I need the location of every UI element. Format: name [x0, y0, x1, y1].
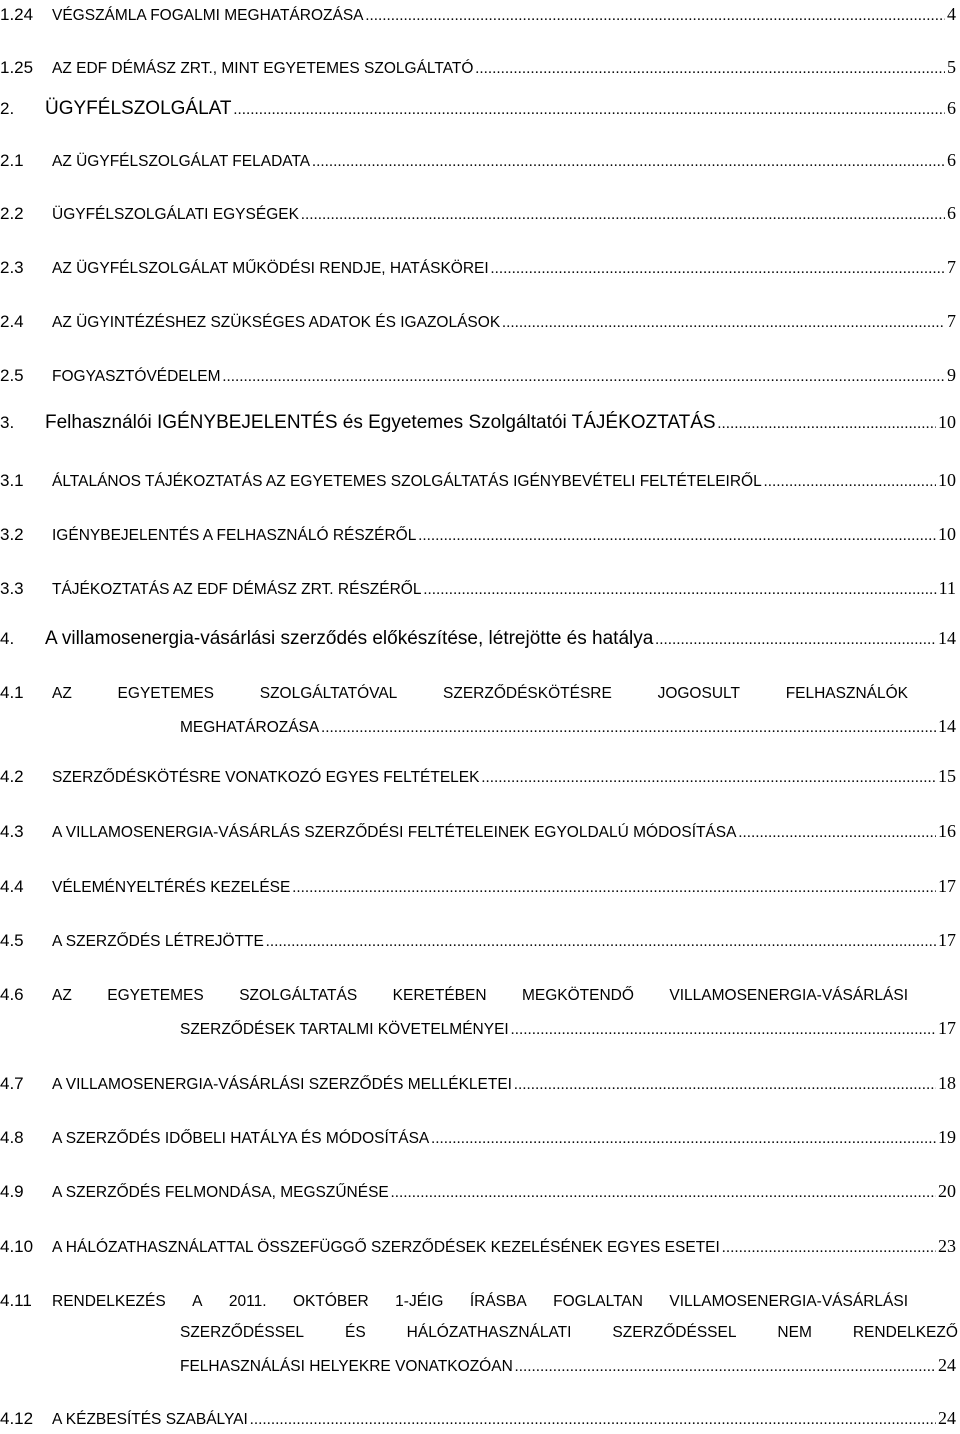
toc-entry-title: ÜGYFÉLSZOLGÁLAT — [45, 98, 232, 119]
dot-leader — [511, 1022, 936, 1039]
toc-entry-title: TÁJÉKOZTATÁS AZ EDF DÉMÁSZ ZRT. RÉSZÉRŐL — [52, 581, 422, 598]
dot-leader — [738, 825, 936, 842]
toc-entry-title: AZ ÜGYFÉLSZOLGÁLAT FELADATA — [52, 153, 311, 170]
dot-leader — [423, 582, 936, 599]
toc-entry-page: 7 — [947, 257, 956, 277]
toc-entry-line — [0, 365, 960, 386]
dot-leader — [266, 934, 936, 951]
toc-entry-number: 3.3 — [0, 579, 24, 598]
dot-leader — [475, 61, 945, 78]
toc-entry-number: 2.5 — [0, 366, 24, 385]
toc-entry-title: AZ EDF DÉMÁSZ ZRT., MINT EGYETEMES SZOLGÁLTATÓ — [52, 60, 474, 77]
toc-entry-title-continued: MEGHATÁROZÁSA — [180, 719, 320, 736]
toc-entry[interactable] — [0, 821, 960, 842]
toc-entry-title: SZERZŐDÉSKÖTÉSRE VONATKOZÓ EGYES FELTÉTELEK — [52, 769, 480, 786]
toc-entry[interactable] — [0, 257, 960, 278]
toc-entry[interactable] — [0, 876, 960, 897]
toc-entry-number: 4.5 — [0, 931, 24, 950]
toc-entry-number: 4.9 — [0, 1182, 24, 1201]
toc-entry-page: 24 — [938, 1355, 956, 1375]
dot-leader — [515, 1359, 936, 1376]
toc-entry-line — [0, 203, 960, 224]
toc-entry-number: 4.10 — [0, 1237, 34, 1256]
dot-leader — [514, 1077, 936, 1094]
toc-entry-page: 6 — [947, 150, 956, 170]
toc-entry-line — [0, 1408, 960, 1429]
toc-entry-number: 4.6 — [0, 985, 24, 1004]
toc-entry[interactable] — [0, 524, 960, 545]
toc-entry-line — [0, 578, 960, 599]
toc-entry-title: RENDELKEZÉS A 2011. OKTÓBER 1-JÉIG ÍRÁSBA FOGLALTAN VILLAMOSENERGIA-VÁSÁRLÁSI — [52, 1293, 908, 1310]
toc-entry-line — [0, 1181, 960, 1202]
toc-entry-number: 4.11 — [0, 1291, 32, 1310]
toc-entry-line — [0, 311, 960, 332]
toc-entry-title: VÉLEMÉNYELTÉRÉS KEZELÉSE — [52, 879, 291, 896]
toc-entry-title: A VILLAMOSENERGIA-VÁSÁRLÁS SZERZŐDÉSI FELTÉTELEINEK EGYOLDALÚ MÓDOSÍTÁSA — [52, 824, 737, 841]
toc-entry-line — [0, 1236, 960, 1257]
toc-entry-line — [0, 150, 960, 171]
toc-entry-title: A KÉZBESÍTÉS SZABÁLYAI — [52, 1411, 248, 1428]
toc-entry-title: AZ ÜGYFÉLSZOLGÁLAT MŰKÖDÉSI RENDJE, HATÁSKÖREI — [52, 260, 489, 277]
toc-entry-line — [0, 57, 960, 78]
toc-entry[interactable] — [0, 470, 960, 491]
toc-entry[interactable] — [0, 683, 960, 737]
toc-entry-number: 4.7 — [0, 1074, 24, 1093]
toc-entry-page: 11 — [938, 578, 956, 598]
toc-entry-number: 4.1 — [0, 683, 24, 702]
toc-entry-title: AZ EGYETEMES SZOLGÁLTATÁS KERETÉBEN MEGKÖTENDŐ VILLAMOSENERGIA-VÁSÁRLÁSI — [52, 987, 908, 1004]
toc-entry-line — [0, 716, 960, 737]
toc-entry-title: A SZERZŐDÉS LÉTREJÖTTE — [52, 933, 264, 950]
toc-entry-page: 9 — [947, 365, 956, 385]
toc-entry[interactable] — [0, 150, 960, 171]
toc-entry[interactable] — [0, 930, 960, 951]
toc-entry-line — [0, 1324, 960, 1342]
toc-entry-number: 2.3 — [0, 258, 24, 277]
toc-entry-number: 2.1 — [0, 151, 24, 170]
dot-leader — [366, 8, 946, 25]
toc-entry-line — [0, 683, 960, 703]
toc-entry-number: 4.4 — [0, 877, 24, 896]
toc-entry-line — [0, 930, 960, 951]
toc-entry-number: 3.1 — [0, 471, 24, 490]
dot-leader — [722, 1240, 936, 1257]
toc-entry-line — [0, 4, 960, 25]
toc-entry-number: 3. — [0, 413, 15, 432]
toc-entry-number: 2.4 — [0, 312, 24, 331]
toc-entry-line — [0, 1355, 960, 1376]
toc-entry[interactable] — [0, 311, 960, 332]
toc-entry-number: 4.8 — [0, 1128, 24, 1147]
toc-entry-title: FOGYASZTÓVÉDELEM — [52, 368, 221, 385]
dot-leader — [431, 1131, 936, 1148]
toc-entry[interactable] — [0, 1073, 960, 1094]
toc-entry-line — [0, 470, 960, 491]
toc-entry[interactable] — [0, 766, 960, 787]
toc-entry[interactable] — [0, 578, 960, 599]
toc-entry-page: 20 — [938, 1181, 956, 1201]
toc-entry-title: Felhasználói IGÉNYBEJELENTÉS és Egyetemes Szolgáltatói TÁJÉKOZTATÁS — [45, 412, 716, 433]
toc-entry-page: 6 — [947, 203, 956, 223]
toc-entry-number: 1.25 — [0, 58, 34, 77]
toc-entry-number: 1.24 — [0, 5, 34, 24]
toc-entry-title: A SZERZŐDÉS FELMONDÁSA, MEGSZŰNÉSE — [52, 1184, 389, 1201]
toc-entry-page: 14 — [938, 628, 956, 648]
toc-entry-page: 15 — [938, 766, 956, 786]
dot-leader — [655, 632, 936, 649]
dot-leader — [250, 1412, 936, 1429]
toc-entry-line — [0, 1291, 960, 1311]
toc-entry[interactable] — [0, 1181, 960, 1202]
toc-entry[interactable] — [0, 628, 960, 650]
toc-entry-title: A HÁLÓZATHASZNÁLATTAL ÖSSZEFÜGGŐ SZERZŐDÉSEK KEZELÉSÉNEK EGYES ESETEI — [52, 1239, 720, 1256]
toc-entry-line — [0, 1018, 960, 1039]
toc-entry-title: AZ ÜGYINTÉZÉSHEZ SZÜKSÉGES ADATOK ÉS IGAZOLÁSOK — [52, 314, 501, 331]
toc-entry-page: 17 — [938, 930, 956, 950]
dot-leader — [502, 315, 945, 332]
toc-entry-page: 17 — [938, 1018, 956, 1038]
toc-entry-title-continued: SZERZŐDÉSEK TARTALMI KÖVETELMÉNYEI — [180, 1021, 509, 1038]
toc-entry-page: 17 — [938, 876, 956, 896]
toc-entry-title: A VILLAMOSENERGIA-VÁSÁRLÁSI SZERZŐDÉS MELLÉKLETEI — [52, 1076, 512, 1093]
toc-entry-page: 4 — [947, 4, 956, 24]
toc-entry-line — [0, 821, 960, 842]
toc-entry[interactable] — [0, 1236, 960, 1257]
toc-entry-title: A SZERZŐDÉS IDŐBELI HATÁLYA ÉS MÓDOSÍTÁSA — [52, 1130, 430, 1147]
toc-entry-page: 5 — [947, 57, 956, 77]
toc-entry[interactable] — [0, 57, 960, 78]
toc-entry[interactable] — [0, 98, 960, 120]
dot-leader — [491, 261, 945, 278]
toc-entry-number: 4. — [0, 629, 15, 648]
toc-entry-line — [0, 985, 960, 1005]
dot-leader — [292, 880, 936, 897]
toc-entry-line — [0, 766, 960, 787]
toc-entry-title: AZ EGYETEMES SZOLGÁLTATÓVAL SZERZŐDÉSKÖTÉSRE JOGOSULT FELHASZNÁLÓK — [52, 685, 908, 702]
toc-entry-page: 14 — [938, 716, 956, 736]
toc-entry-line — [0, 876, 960, 897]
toc-entry-page: 6 — [947, 98, 956, 118]
toc-entry-number: 4.3 — [0, 822, 24, 841]
toc-entry-title-continued: SZERZŐDÉSSEL ÉS HÁLÓZATHASZNÁLATI SZERZŐDÉSSEL NEM RENDELKEZŐ — [180, 1324, 958, 1341]
toc-entry[interactable] — [0, 1127, 960, 1148]
toc-entry-page: 10 — [938, 412, 956, 432]
toc-entry[interactable] — [0, 1291, 960, 1376]
toc-entry-line — [0, 98, 960, 120]
toc-entry-title: ÜGYFÉLSZOLGÁLATI EGYSÉGEK — [52, 206, 299, 223]
toc-entry-line — [0, 1127, 960, 1148]
toc-entry-page: 10 — [938, 470, 956, 490]
toc-entry-title: ÁLTALÁNOS TÁJÉKOZTATÁS AZ EGYETEMES SZOLGÁLTATÁS IGÉNYBEVÉTELI FELTÉTELEIRŐL — [52, 473, 762, 490]
toc-entry-number: 4.2 — [0, 767, 24, 786]
toc-entry[interactable] — [0, 4, 960, 25]
toc-entry[interactable] — [0, 412, 960, 434]
dot-leader — [223, 369, 945, 386]
toc-entry-number: 2. — [0, 99, 15, 118]
toc-entry-title: VÉGSZÁMLA FOGALMI MEGHATÁROZÁSA — [52, 7, 364, 24]
toc-entry-number: 3.2 — [0, 525, 24, 544]
dot-leader — [391, 1185, 936, 1202]
toc-entry-line — [0, 412, 960, 434]
toc-entry[interactable] — [0, 203, 960, 224]
toc-entry-page: 19 — [938, 1127, 956, 1147]
dot-leader — [481, 770, 936, 787]
toc-entry-title: IGÉNYBEJELENTÉS A FELHASZNÁLÓ RÉSZÉRŐL — [52, 527, 417, 544]
toc-entry[interactable] — [0, 985, 960, 1039]
toc-entry[interactable] — [0, 365, 960, 386]
toc-entry-page: 10 — [938, 524, 956, 544]
toc-entry-title: A villamosenergia-vásárlási szerződés előkészítése, létrejötte és hatálya — [45, 628, 654, 649]
dot-leader — [234, 102, 945, 119]
toc-entry-page: 23 — [938, 1236, 956, 1256]
toc-entry-number: 2.2 — [0, 204, 24, 223]
dot-leader — [321, 720, 936, 737]
toc-entry-line — [0, 1073, 960, 1094]
toc-entry-line — [0, 257, 960, 278]
toc-entry-page: 24 — [938, 1408, 956, 1428]
dot-leader — [418, 528, 936, 545]
toc-entry-line — [0, 524, 960, 545]
toc-entry-page: 16 — [938, 821, 956, 841]
toc-entry-page: 18 — [938, 1073, 956, 1093]
dot-leader — [764, 474, 936, 491]
toc-entry-page: 7 — [947, 311, 956, 331]
dot-leader — [718, 416, 936, 433]
toc-entry-number: 4.12 — [0, 1409, 34, 1428]
toc-entry-line — [0, 628, 960, 650]
dot-leader — [301, 207, 945, 224]
dot-leader — [312, 154, 945, 171]
toc-entry[interactable] — [0, 1408, 960, 1429]
toc-entry-title-continued: FELHASZNÁLÁSI HELYEKRE VONATKOZÓAN — [180, 1358, 513, 1375]
